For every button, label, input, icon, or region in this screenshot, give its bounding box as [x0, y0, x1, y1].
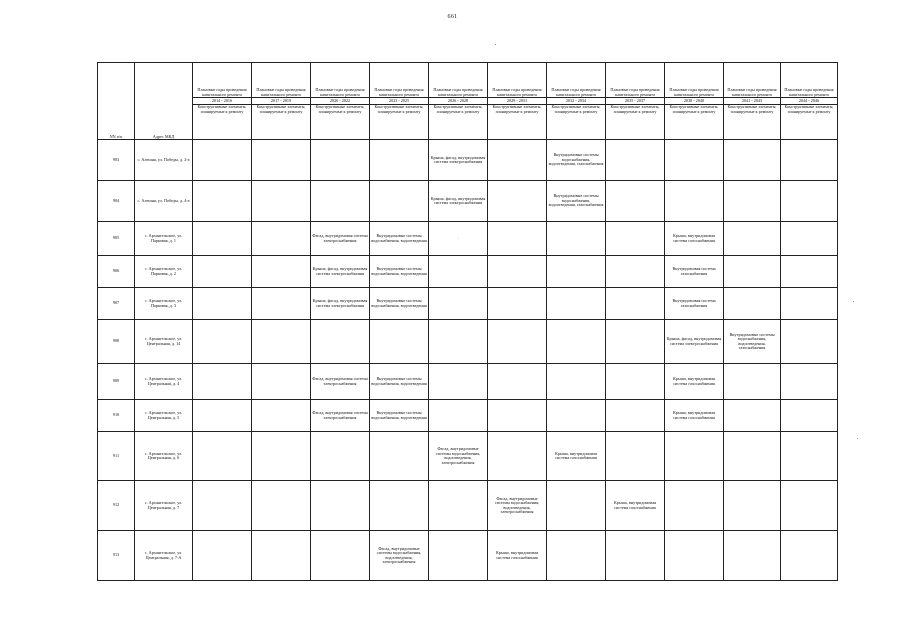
- row-number: 909: [98, 364, 135, 400]
- header-period-label: Плановые годы проведения капитального ремонта: [606, 63, 665, 98]
- repair-elements-cell: Крыша, внутридомовая система газоснабжения: [547, 432, 606, 481]
- repair-elements-cell: [252, 288, 311, 320]
- repair-elements-cell: Фасад, внутридомовые системы водоснабжения, водоотведения, электроснабжения: [488, 481, 547, 531]
- repair-elements-cell: [488, 256, 547, 288]
- header-period-label: Плановые годы проведения капитального ремонта: [311, 63, 370, 98]
- repair-elements-cell: [665, 140, 724, 181]
- repair-elements-cell: Крыша, фасад, внутридомовая система электроснабжения: [429, 181, 488, 222]
- repair-elements-cell: .: [429, 222, 488, 256]
- table-row: [98, 481, 838, 531]
- repair-elements-cell: [193, 432, 252, 481]
- row-address: с. Архангельское, ул. Центральная, д. 14: [135, 320, 193, 364]
- header-elements-label: Конструктивные элементы, планируемые к ремонту: [370, 105, 429, 140]
- repair-elements-cell: [547, 364, 606, 400]
- repair-elements-cell: [252, 140, 311, 181]
- header-period-label: Плановые годы проведения капитального ремонта: [781, 63, 838, 98]
- row-address: с. Архангельское, ул. Центральная, д. 5: [135, 400, 193, 432]
- header-period-label: Плановые годы проведения капитального ремонта: [193, 63, 252, 98]
- repair-elements-cell: Крыша, фасад, внутридомовая система электроснабжения: [429, 140, 488, 181]
- repair-elements-cell: [311, 181, 370, 222]
- repair-elements-cell: [724, 481, 781, 531]
- table-row: [98, 256, 838, 288]
- row-address: с. Архангельское, ул. Парковая, д. 1: [135, 222, 193, 256]
- repair-elements-cell: Фасад, внутридомовые системы водоснабжения, водоотведения, электроснабжения: [429, 432, 488, 481]
- repair-elements-cell: [547, 320, 606, 364]
- repair-elements-cell: [488, 364, 547, 400]
- header-period-years: 2041 - 2043: [724, 98, 781, 105]
- header-period-years: 2023 - 2025: [370, 98, 429, 105]
- repair-elements-cell: Внутридомовая система газоснабжения: [665, 256, 724, 288]
- repair-elements-cell: [252, 256, 311, 288]
- row-address: с. Алешня, ул. Победы, д. 2-а: [135, 140, 193, 181]
- table-body: [98, 140, 838, 581]
- header-period-label: Плановые годы проведения капитального ремонта: [252, 63, 311, 98]
- repair-elements-cell: Крыша, фасад, внутридомовая система электроснабжения: [311, 256, 370, 288]
- header-elements-label: Конструктивные элементы, планируемые к ремонту: [547, 105, 606, 140]
- repair-elements-cell: [606, 256, 665, 288]
- repair-elements-cell: [488, 432, 547, 481]
- repair-elements-cell: [665, 481, 724, 531]
- repair-elements-cell: Фасад, внутридомовая система электроснабжения: [311, 364, 370, 400]
- row-address: с. Архангельское, ул. Центральная, д. 7-А: [135, 531, 193, 581]
- row-address: с. Архангельское, ул. Парковая, д. 3: [135, 288, 193, 320]
- scan-speck: [857, 438, 858, 439]
- repair-elements-cell: Крыша, внутридомовая система газоснабжения: [606, 481, 665, 531]
- row-number: 907: [98, 288, 135, 320]
- repair-elements-cell: Внутридомовые системы водоснабжения, водоотведения, газоснабжения: [724, 320, 781, 364]
- row-number: 905: [98, 222, 135, 256]
- repair-elements-cell: Крыша, фасад, внутридомовая система электроснабжения: [665, 320, 724, 364]
- header-period-years: 2038 - 2040: [665, 98, 724, 105]
- repair-elements-cell: [781, 364, 838, 400]
- repair-elements-cell: [606, 400, 665, 432]
- table-row: [98, 181, 838, 222]
- repair-elements-cell: [311, 481, 370, 531]
- repair-elements-cell: Внутридомовые системы водоснабжения, водоотведения: [370, 222, 429, 256]
- repair-elements-cell: [606, 320, 665, 364]
- repair-elements-cell: [724, 288, 781, 320]
- repair-elements-cell: [252, 181, 311, 222]
- header-period-label: Плановые годы проведения капитального ремонта: [488, 63, 547, 98]
- repair-elements-cell: [370, 320, 429, 364]
- row-number: 910: [98, 400, 135, 432]
- repair-elements-cell: Внутридомовые системы водоснабжения, водоотведения: [370, 400, 429, 432]
- header-period-years: 2032 - 2034: [547, 98, 606, 105]
- repair-elements-cell: [781, 181, 838, 222]
- repair-elements-cell: [606, 140, 665, 181]
- repair-elements-cell: [370, 481, 429, 531]
- repair-elements-cell: [193, 140, 252, 181]
- repair-elements-cell: [429, 481, 488, 531]
- repair-elements-cell: [781, 432, 838, 481]
- repair-elements-cell: [547, 222, 606, 256]
- repair-elements-cell: Крыша, фасад, внутридомовая система электроснабжения: [311, 288, 370, 320]
- repair-elements-cell: [724, 531, 781, 581]
- repair-elements-cell: [606, 222, 665, 256]
- repair-elements-cell: Внутридомовые системы водоснабжения, водоотведения: [370, 288, 429, 320]
- header-period-years: 2029 - 2031: [488, 98, 547, 105]
- table-row: [98, 140, 838, 181]
- repair-elements-cell: [606, 181, 665, 222]
- repair-elements-cell: [193, 256, 252, 288]
- repair-elements-cell: [252, 432, 311, 481]
- repair-elements-cell: [370, 432, 429, 481]
- scan-speck: [853, 301, 854, 302]
- header-period-label: Плановые годы проведения капитального ремонта: [370, 63, 429, 98]
- header-elements-label: Конструктивные элементы, планируемые к ремонту: [488, 105, 547, 140]
- header-period-label: Плановые годы проведения капитального ремонта: [429, 63, 488, 98]
- repair-elements-cell: [724, 400, 781, 432]
- row-address: с. Архангельское, ул. Центральная, д. 4: [135, 364, 193, 400]
- header-elements-label: Конструктивные элементы, планируемые к ремонту: [665, 105, 724, 140]
- repair-elements-cell: [724, 222, 781, 256]
- table-row: [98, 320, 838, 364]
- repair-elements-cell: [781, 256, 838, 288]
- row-number: 908: [98, 320, 135, 364]
- repair-elements-cell: Внутридомовые системы водоснабжения, водоотведения, газоснабжения: [547, 181, 606, 222]
- header-period-years: 2017 - 2019: [252, 98, 311, 105]
- repair-elements-cell: [665, 531, 724, 581]
- repair-elements-cell: [252, 400, 311, 432]
- repair-elements-cell: [193, 531, 252, 581]
- repair-elements-cell: [193, 181, 252, 222]
- header-period-label: Плановые годы проведения капитального ремонта: [665, 63, 724, 98]
- table-row: [98, 400, 838, 432]
- repair-elements-cell: [781, 481, 838, 531]
- repair-elements-cell: Внутридомовая система газоснабжения: [665, 288, 724, 320]
- repair-elements-cell: [193, 400, 252, 432]
- repair-elements-cell: [781, 531, 838, 581]
- page-number: 661: [447, 14, 458, 20]
- repair-elements-cell: [252, 364, 311, 400]
- repair-elements-cell: [547, 288, 606, 320]
- repair-elements-cell: [488, 320, 547, 364]
- repair-elements-cell: [193, 364, 252, 400]
- repair-elements-cell: [193, 481, 252, 531]
- repair-elements-cell: [781, 222, 838, 256]
- header-elements-label: Конструктивные элементы, планируемые к ремонту: [311, 105, 370, 140]
- row-number: 904: [98, 181, 135, 222]
- repair-elements-cell: [193, 288, 252, 320]
- repair-elements-cell: Внутридомовые системы водоснабжения, водоотведения, газоснабжения: [547, 140, 606, 181]
- repair-elements-cell: [429, 400, 488, 432]
- repair-elements-cell: [724, 256, 781, 288]
- header-period-label: Плановые годы проведения капитального ремонта: [547, 63, 606, 98]
- repair-elements-cell: Фасад, внутридомовые системы водоснабжения, водоотведения, электроснабжения: [370, 531, 429, 581]
- repair-elements-cell: [606, 432, 665, 481]
- table-row: [98, 531, 838, 581]
- repair-elements-cell: [547, 400, 606, 432]
- repair-elements-cell: Внутридомовые системы водоснабжения, водоотведения: [370, 364, 429, 400]
- header-elements-label: Конструктивные элементы, планируемые к ремонту: [606, 105, 665, 140]
- repair-elements-cell: [311, 432, 370, 481]
- repair-elements-cell: [429, 531, 488, 581]
- table-row: [98, 364, 838, 400]
- repair-elements-cell: [606, 364, 665, 400]
- repair-elements-cell: Фасад, внутридомовая система электроснабжения: [311, 222, 370, 256]
- repair-elements-cell: [252, 531, 311, 581]
- repair-elements-cell: [781, 288, 838, 320]
- repair-elements-cell: [606, 288, 665, 320]
- repair-elements-cell: [488, 181, 547, 222]
- repair-elements-cell: [488, 222, 547, 256]
- repair-elements-cell: [429, 320, 488, 364]
- repair-elements-cell: [370, 140, 429, 181]
- header-period-years: 2026 - 2028: [429, 98, 488, 105]
- repair-elements-cell: [252, 481, 311, 531]
- repair-elements-cell: [724, 432, 781, 481]
- repair-elements-cell: [429, 256, 488, 288]
- repair-elements-cell: [429, 288, 488, 320]
- repair-elements-cell: [724, 181, 781, 222]
- repair-elements-cell: [547, 531, 606, 581]
- repair-elements-cell: [488, 288, 547, 320]
- repair-elements-cell: [724, 364, 781, 400]
- repair-elements-cell: [252, 222, 311, 256]
- repair-elements-cell: [781, 400, 838, 432]
- row-address: с. Архангельское, ул. Центральная, д. 6: [135, 432, 193, 481]
- header-period-years: 2035 - 2037: [606, 98, 665, 105]
- repair-elements-cell: [311, 140, 370, 181]
- repair-elements-cell: [781, 320, 838, 364]
- header-period-years: 2044 - 2046: [781, 98, 838, 105]
- header-elements-label: Конструктивные элементы, планируемые к ремонту: [193, 105, 252, 140]
- header-elements-label: Конструктивные элементы, планируемые к ремонту: [781, 105, 838, 140]
- repair-elements-cell: [370, 181, 429, 222]
- header-elements-label: Конструктивные элементы, планируемые к ремонту: [429, 105, 488, 140]
- row-address: с. Алешня, ул. Победы, д. 4-а: [135, 181, 193, 222]
- repair-elements-cell: [781, 140, 838, 181]
- table-row: [98, 432, 838, 481]
- header-period-label: Плановые годы проведения капитального ремонта: [724, 63, 781, 98]
- header-period-years: 2014 - 2016: [193, 98, 252, 105]
- repair-elements-cell: [488, 140, 547, 181]
- repair-elements-cell: Крыша, внутридомовая система газоснабжения: [665, 400, 724, 432]
- repair-elements-cell: [193, 222, 252, 256]
- repair-elements-cell: Крыша, внутридомовая система газоснабжения: [488, 531, 547, 581]
- repair-elements-cell: [311, 320, 370, 364]
- header-elements-label: Конструктивные элементы, планируемые к ремонту: [252, 105, 311, 140]
- repair-elements-cell: [311, 531, 370, 581]
- repair-elements-cell: Фасад, внутридомовая система электроснабжения: [311, 400, 370, 432]
- repair-elements-cell: [724, 140, 781, 181]
- repair-elements-cell: Внутридомовые системы водоснабжения, водоотведения: [370, 256, 429, 288]
- header-elements-label: Конструктивные элементы, планируемые к ремонту: [724, 105, 781, 140]
- repair-elements-cell: [547, 481, 606, 531]
- repair-elements-cell: [429, 364, 488, 400]
- repair-elements-cell: [547, 256, 606, 288]
- repair-elements-cell: [488, 400, 547, 432]
- row-address: с. Архангельское, ул. Парковая, д. 2: [135, 256, 193, 288]
- table-row: [98, 288, 838, 320]
- scan-speck: [495, 44, 496, 45]
- header-address: Адрес МКД: [135, 63, 193, 140]
- repair-elements-cell: Крыша, внутридомовая система газоснабжения: [665, 364, 724, 400]
- repair-elements-cell: Крыша, внутридомовая система газоснабжения: [665, 222, 724, 256]
- header-num: NN п/п: [98, 63, 135, 140]
- row-address: с. Архангельское, ул. Центральная, д. 7: [135, 481, 193, 531]
- row-number: 911: [98, 432, 135, 481]
- repair-elements-cell: [665, 432, 724, 481]
- row-number: 906: [98, 256, 135, 288]
- row-number: 912: [98, 481, 135, 531]
- header-period-years: 2020 - 2022: [311, 98, 370, 105]
- repair-elements-cell: [665, 181, 724, 222]
- row-number: 903: [98, 140, 135, 181]
- row-number: 913: [98, 531, 135, 581]
- repair-elements-cell: [606, 531, 665, 581]
- table-row: [98, 222, 838, 256]
- repair-elements-cell: [252, 320, 311, 364]
- repair-plan-table: [97, 62, 838, 581]
- repair-elements-cell: [193, 320, 252, 364]
